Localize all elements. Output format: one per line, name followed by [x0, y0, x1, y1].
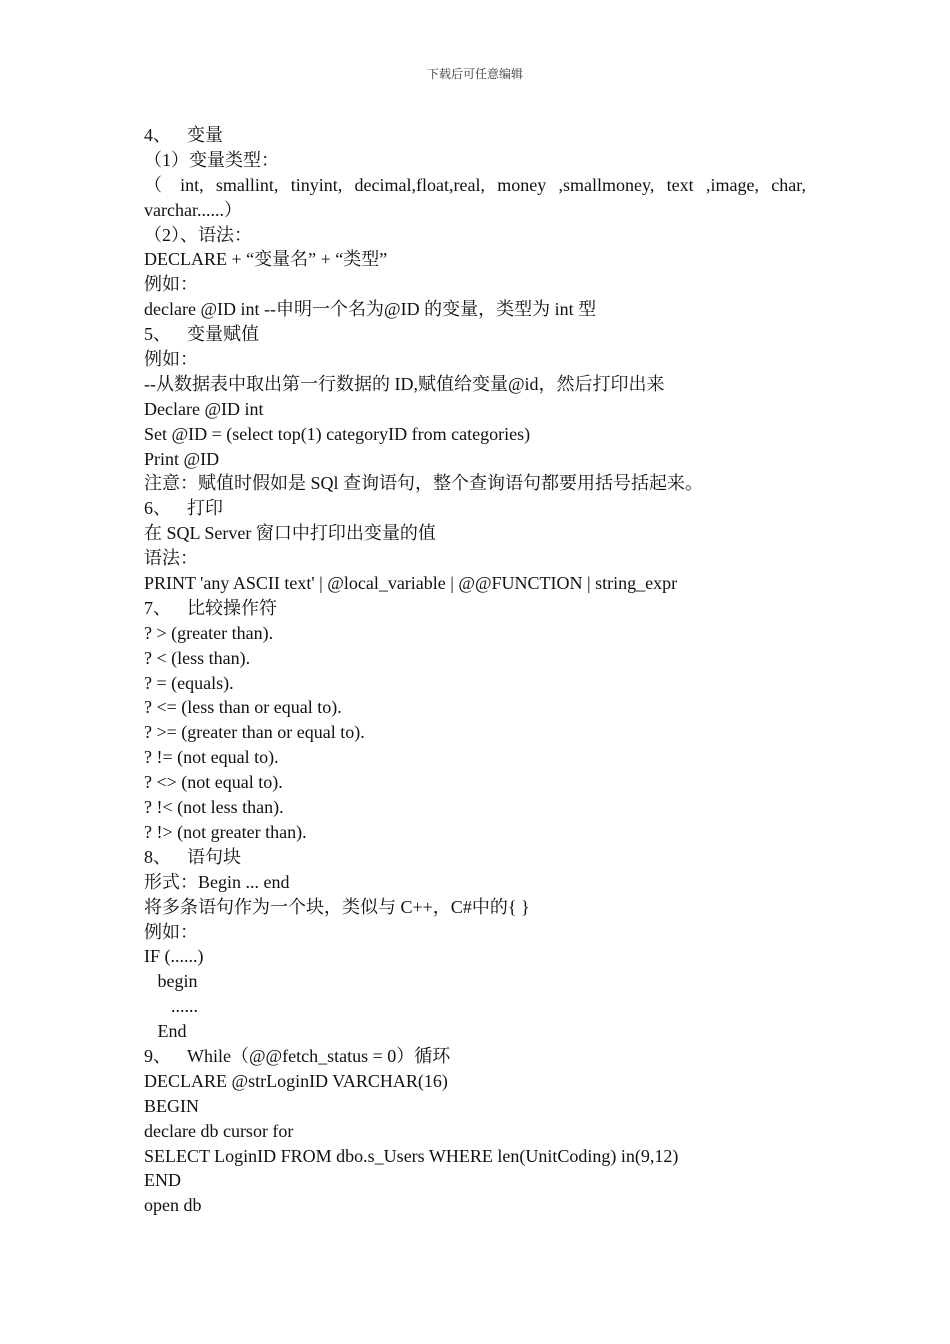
text-line: Declare @ID int — [144, 398, 264, 419]
text-line: 将多条语句作为一个块，类似与 C++，C#中的{ } — [144, 896, 530, 917]
text-line: SELECT LoginID FROM dbo.s_Users WHERE len(UnitCoding) in(9,12) — [144, 1145, 679, 1166]
section-title: 打印 — [187, 498, 223, 519]
text-line: END — [144, 1170, 181, 1191]
text-line: 语法： — [144, 548, 198, 569]
text-line: ? > (greater than). — [144, 622, 274, 643]
text-line: ? !< (not less than). — [144, 797, 284, 818]
text-line: 形式：Begin ... end — [144, 871, 290, 892]
text-line: 注意：赋值时假如是 SQl 查询语句，整个查询语句都要用括号括起来。 — [144, 473, 704, 494]
text-line: 例如： — [144, 921, 198, 942]
page-header: 下载后可任意编辑 — [426, 67, 523, 81]
text-line: 例如： — [144, 274, 198, 295]
text-line: （1）变量类型： — [144, 149, 279, 170]
text-line: ...... — [144, 996, 198, 1017]
text-line: declare @ID int --申明一个名为@ID 的变量，类型为 int 型 — [144, 299, 597, 320]
section-number: 5、 — [144, 324, 171, 345]
text-line: begin — [144, 971, 198, 992]
document-body — [144, 123, 806, 1218]
section-title: While（@@fetch_status = 0）循环 — [187, 1045, 451, 1066]
text-line: Set @ID = (select top(1) categoryID from categories) — [144, 423, 531, 444]
text-line: ? !> (not greater than). — [144, 821, 307, 842]
text-line: ? = (equals). — [144, 672, 234, 693]
text-line: PRINT 'any ASCII text' | @local_variable | @@FUNCTION | string_expr — [144, 573, 678, 594]
text-line: Print @ID — [144, 448, 220, 469]
section-number: 4、 — [144, 125, 171, 145]
text-line: ? <> (not equal to). — [144, 772, 283, 793]
section-heading — [144, 596, 806, 621]
text-line: ? != (not equal to). — [144, 747, 279, 768]
section-number: 7、 — [144, 597, 171, 618]
text-line: （ int, smallint, tinyint, decimal,float,real, money ,smallmoney, text ,image, char, — [144, 174, 806, 195]
section-heading — [144, 845, 806, 870]
text-line: ? < (less than). — [144, 647, 251, 668]
section-heading — [144, 123, 806, 148]
section-heading — [144, 322, 806, 347]
text-line: declare db cursor for — [144, 1120, 294, 1141]
text-line: ? >= (greater than or equal to). — [144, 722, 365, 743]
text-line: （2）、语法： — [144, 224, 252, 245]
section-title: 语句块 — [187, 846, 241, 867]
text-line: varchar......） — [144, 199, 242, 220]
text-line: DECLARE @strLoginID VARCHAR(16) — [144, 1070, 448, 1091]
text-line: IF (......) — [144, 946, 204, 967]
section-number: 9、 — [144, 1045, 171, 1066]
text-line: open db — [144, 1195, 202, 1216]
section-title: 变量赋值 — [187, 324, 259, 345]
text-line: ? <= (less than or equal to). — [144, 697, 342, 718]
section-number: 8、 — [144, 846, 171, 867]
text-line: End — [144, 1021, 187, 1042]
text-line: --从数据表中取出第一行数据的 ID,赋值给变量@id，然后打印出来 — [144, 373, 665, 394]
text-line: 例如： — [144, 349, 198, 370]
text-line: 在 SQL Server 窗口中打印出变量的值 — [144, 523, 436, 544]
section-title: 变量 — [187, 125, 223, 145]
section-number: 6、 — [144, 498, 171, 519]
section-heading — [144, 1044, 806, 1069]
section-heading — [144, 496, 806, 521]
section-title: 比较操作符 — [187, 597, 277, 618]
text-line: BEGIN — [144, 1095, 199, 1116]
text-line: DECLARE + “变量名” + “类型” — [144, 249, 388, 270]
